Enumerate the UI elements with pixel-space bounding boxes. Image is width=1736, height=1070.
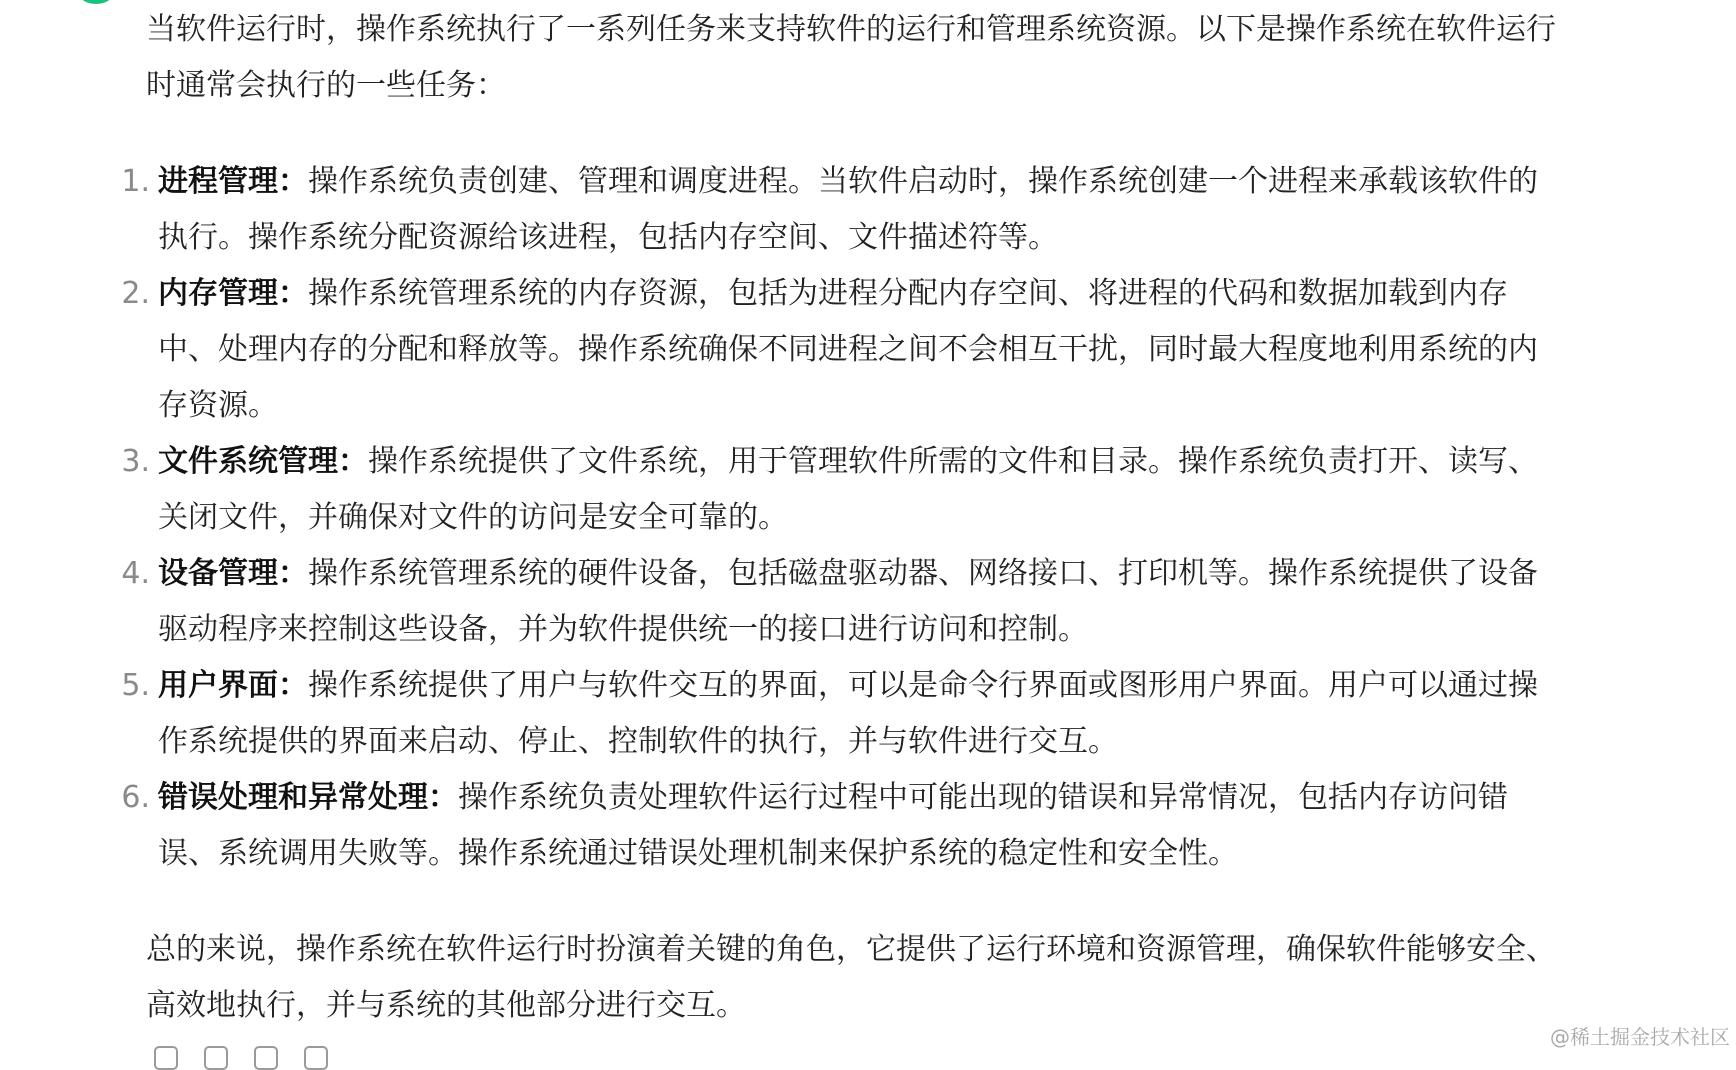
list-item-text: 操作系统管理系统的硬件设备，包括磁盘驱动器、网络接口、打印机等。操作系统提供了设备驱动程序来控制这些设备，并为软件提供统一的接口进行访问和控制。	[158, 556, 1538, 647]
list-item-title: 内存管理：	[158, 276, 308, 311]
watermark: @稀土掘金技术社区	[1550, 1025, 1730, 1049]
list-item-title: 错误处理和异常处理：	[158, 780, 458, 815]
copy-icon[interactable]	[154, 1046, 178, 1070]
list-item	[121, 546, 1566, 658]
list-item	[121, 658, 1566, 770]
list-item-text: 操作系统管理系统的内存资源，包括为进程分配内存空间、将进程的代码和数据加载到内存中、处理内存的分配和释放等。操作系统确保不同进程之间不会相互干扰，同时最大程度地利用系统的内存资源。	[158, 276, 1538, 423]
list-item-title: 进程管理：	[158, 164, 308, 199]
list-item-title: 设备管理：	[158, 556, 308, 591]
task-list	[121, 154, 1566, 882]
list-item-number: 5.	[121, 668, 150, 703]
list-item-number: 6.	[121, 780, 150, 815]
list-item-number: 2.	[121, 276, 150, 311]
thumbs-up-icon[interactable]	[204, 1046, 228, 1070]
thumbs-down-icon[interactable]	[254, 1046, 278, 1070]
assistant-message	[121, 0, 1566, 1034]
list-item-text: 操作系统负责处理软件运行过程中可能出现的错误和异常情况，包括内存访问错误、系统调用失败等。操作系统通过错误处理机制来保护系统的稳定性和安全性。	[158, 780, 1508, 871]
list-item	[121, 434, 1566, 546]
list-item	[121, 770, 1566, 882]
message-toolbar	[154, 1046, 328, 1070]
list-item	[121, 266, 1566, 434]
list-item	[121, 154, 1566, 266]
list-item-text: 操作系统提供了文件系统，用于管理软件所需的文件和目录。操作系统负责打开、读写、关闭文件，并确保对文件的访问是安全可靠的。	[158, 444, 1538, 535]
list-item-text: 操作系统提供了用户与软件交互的界面，可以是命令行界面或图形用户界面。用户可以通过操作系统提供的界面来启动、停止、控制软件的执行，并与软件进行交互。	[158, 668, 1538, 759]
assistant-avatar	[78, 0, 114, 4]
list-item-number: 1.	[121, 164, 150, 199]
message-summary: 总的来说，操作系统在软件运行时扮演着关键的角色，它提供了运行环境和资源管理，确保软件能够安全、高效地执行，并与系统的其他部分进行交互。	[146, 932, 1556, 1023]
list-item-number: 4.	[121, 556, 150, 591]
list-item-title: 用户界面：	[158, 668, 308, 703]
regenerate-icon[interactable]	[304, 1046, 328, 1070]
list-item-title: 文件系统管理：	[158, 444, 368, 479]
message-intro: 当软件运行时，操作系统执行了一系列任务来支持软件的运行和管理系统资源。以下是操作系统在软件运行时通常会执行的一些任务：	[146, 12, 1556, 103]
list-item-number: 3.	[121, 444, 150, 479]
list-item-text: 操作系统负责创建、管理和调度进程。当软件启动时，操作系统创建一个进程来承载该软件的执行。操作系统分配资源给该进程，包括内存空间、文件描述符等。	[158, 164, 1538, 255]
